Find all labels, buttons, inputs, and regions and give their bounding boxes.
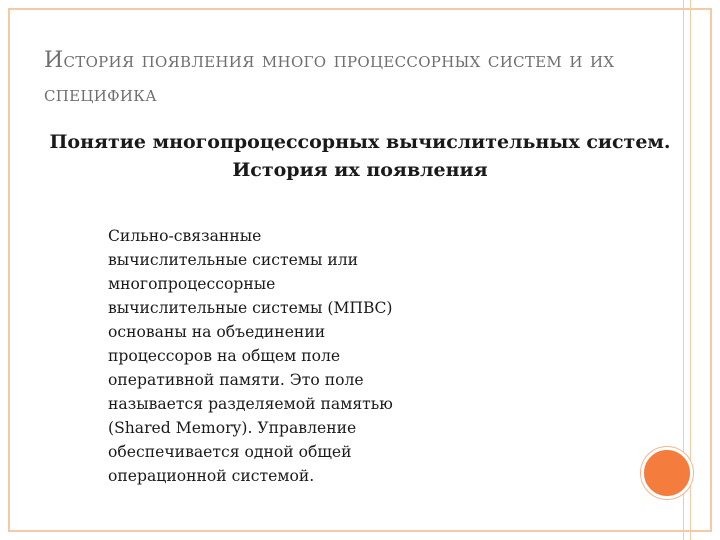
body-line: вычислительные системы или	[108, 251, 359, 269]
body-line: обеспечивается одной общей	[108, 443, 352, 461]
body-line: называется разделяемой памятью	[108, 395, 393, 413]
body-line: многопроцессорные	[108, 275, 276, 293]
body-line: основаны на объединении	[108, 323, 326, 341]
body-line: Сильно-связанные	[108, 227, 262, 245]
frame-divider-line	[690, 0, 691, 540]
decorative-circle	[641, 447, 693, 499]
slide-subtitle: Понятие многопроцессорных вычислительных систем. История их появления	[49, 131, 671, 181]
body-paragraph	[108, 224, 468, 488]
body-line: вычислительные системы (МПВС)	[108, 299, 393, 317]
slide-title: История появления много процессорных систем и их специфика	[44, 48, 615, 107]
body-line: оперативной памяти. Это поле	[108, 371, 364, 389]
body-line: операционной системой.	[108, 467, 315, 485]
body-line: (Shared Memory). Управление	[108, 419, 357, 437]
body-line: процессоров на общем поле	[108, 347, 341, 365]
